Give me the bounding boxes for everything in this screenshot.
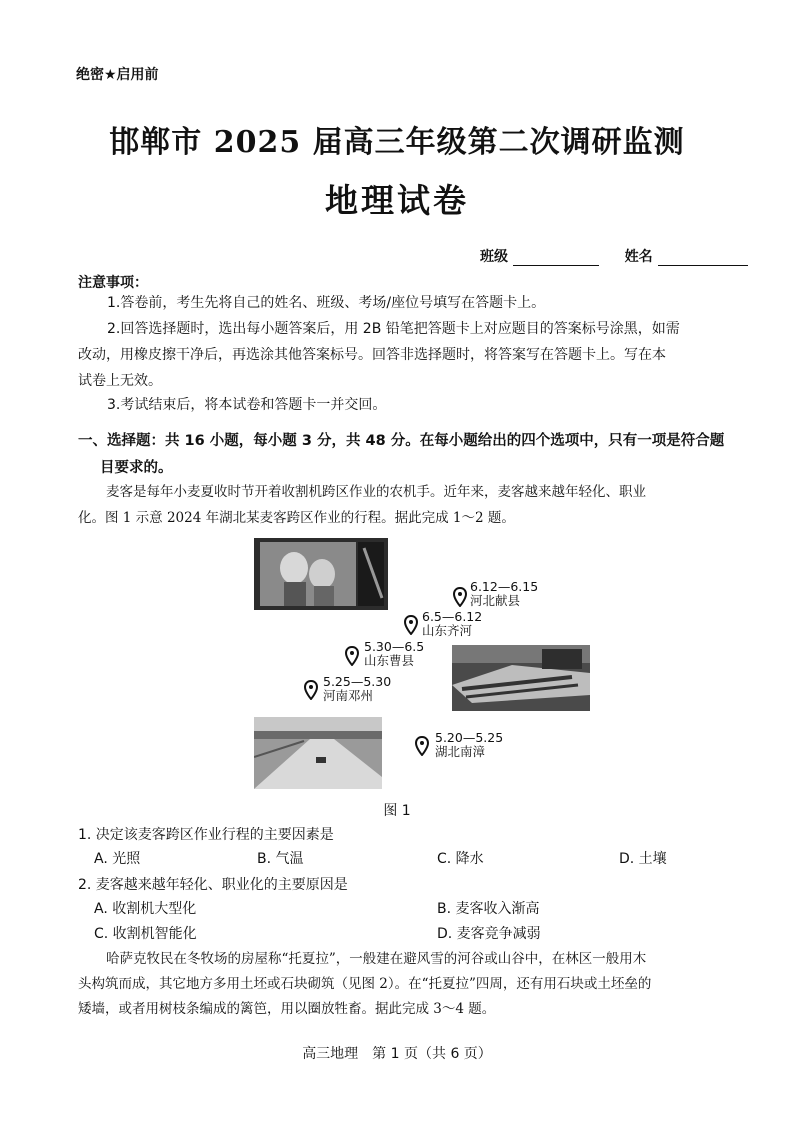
passage-line: 化。图 1 示意 2024 年湖北某麦客跨区作业的行程。据此完成 1～2 题。 — [78, 510, 515, 526]
option-b: B. 气温 — [257, 851, 304, 867]
question-stem: 1. 决定该麦客跨区作业行程的主要因素是 — [78, 827, 334, 843]
student-info-fields — [480, 246, 748, 266]
location-pin-icon — [453, 587, 467, 607]
passage-line: 矮墙，或者用树枝条编成的篱笆，用以圈放牲畜。据此完成 3～4 题。 — [78, 1001, 496, 1017]
stop-place: 湖北南漳 — [435, 744, 486, 759]
stop-date: 5.30—6.5 — [364, 639, 425, 654]
page-footer: 高三地理 第 1 页（共 6 页） — [302, 1046, 492, 1062]
location-pin-icon — [404, 615, 418, 635]
option-c: C. 降水 — [437, 851, 484, 867]
notice-item: 试卷上无效。 — [78, 373, 162, 389]
notice-item: 改动，用橡皮擦干净后，再选涂其他答案标号。回答非选择题时，将答案写在答题卡上。写在本 — [78, 347, 666, 363]
figure-1 — [250, 536, 590, 798]
harvester-cab-photo — [254, 538, 388, 610]
class-blank — [513, 251, 599, 266]
stop-label — [323, 675, 391, 703]
exam-subject-title: 地理试卷 — [325, 181, 469, 220]
location-pin-icon — [345, 646, 359, 666]
location-pin-icon — [304, 680, 318, 700]
stop-place: 山东齐河 — [422, 623, 473, 638]
option-b: B. 麦客收入渐高 — [437, 901, 540, 917]
stop-label — [364, 640, 424, 668]
notice-item: 2.回答选择题时，选出每小题答案后，用 2B 铅笔把答题卡上对应题目的答案标号涂黑，如需 — [107, 321, 680, 337]
passage-line: 麦客是每年小麦夏收时节开着收割机跨区作业的农机手。近年来，麦客越来越年轻化、职业 — [106, 484, 646, 500]
stop-label — [435, 731, 503, 759]
stop-label — [422, 610, 482, 638]
question-stem: 2. 麦客越来越年轻化、职业化的主要原因是 — [78, 877, 348, 893]
passage-line: 哈萨克牧民在冬牧场的房屋称“托夏拉”，一般建在避风雪的河谷或山谷中，在林区一般用木 — [106, 951, 647, 967]
option-a: A. 收割机大型化 — [94, 901, 197, 917]
stop-place: 河南邓州 — [323, 688, 374, 703]
exam-title: 邯郸市 2025 届高三年级第二次调研监测 — [109, 125, 685, 160]
option-a: A. 光照 — [94, 851, 141, 867]
stop-date: 5.25—5.30 — [323, 674, 392, 689]
stop-date: 5.20—5.25 — [435, 730, 504, 745]
notice-title: 注意事项： — [78, 275, 148, 291]
harvester-photo — [452, 645, 590, 711]
notice-item: 1.答卷前，考生先将自己的姓名、班级、考场/座位号填写在答题卡上。 — [107, 295, 546, 311]
figure-caption: 图 1 — [383, 803, 411, 819]
option-d: D. 麦客竞争减弱 — [437, 926, 541, 942]
stop-label — [470, 580, 538, 608]
option-c: C. 收割机智能化 — [94, 926, 197, 942]
confidential-label: 绝密★启用前 — [76, 67, 159, 83]
stop-date: 6.5—6.12 — [422, 609, 483, 624]
wheat-field-photo — [254, 717, 382, 789]
section-heading-line: 一、选择题：共 16 小题，每小题 3 分，共 48 分。在每小题给出的四个选项中，只有一项是符合题 — [78, 433, 725, 449]
section-heading-line: 目要求的。 — [100, 460, 173, 476]
stop-date: 6.12—6.15 — [470, 579, 539, 594]
stop-place: 河北献县 — [470, 593, 521, 608]
passage-line: 头构筑而成，其它地方多用土坯或石块砌筑（见图 2）。在“托夏拉”四周，还有用石块或土坯垒的 — [78, 976, 652, 992]
stop-place: 山东曹县 — [364, 653, 415, 668]
section-heading — [78, 428, 758, 482]
name-label: 姓名 — [624, 249, 653, 265]
name-blank — [658, 251, 748, 266]
option-d: D. 土壤 — [619, 851, 667, 867]
location-pin-icon — [415, 736, 429, 756]
class-label: 班级 — [480, 249, 508, 265]
notice-item: 3.考试结束后，将本试卷和答题卡一并交回。 — [107, 397, 387, 413]
